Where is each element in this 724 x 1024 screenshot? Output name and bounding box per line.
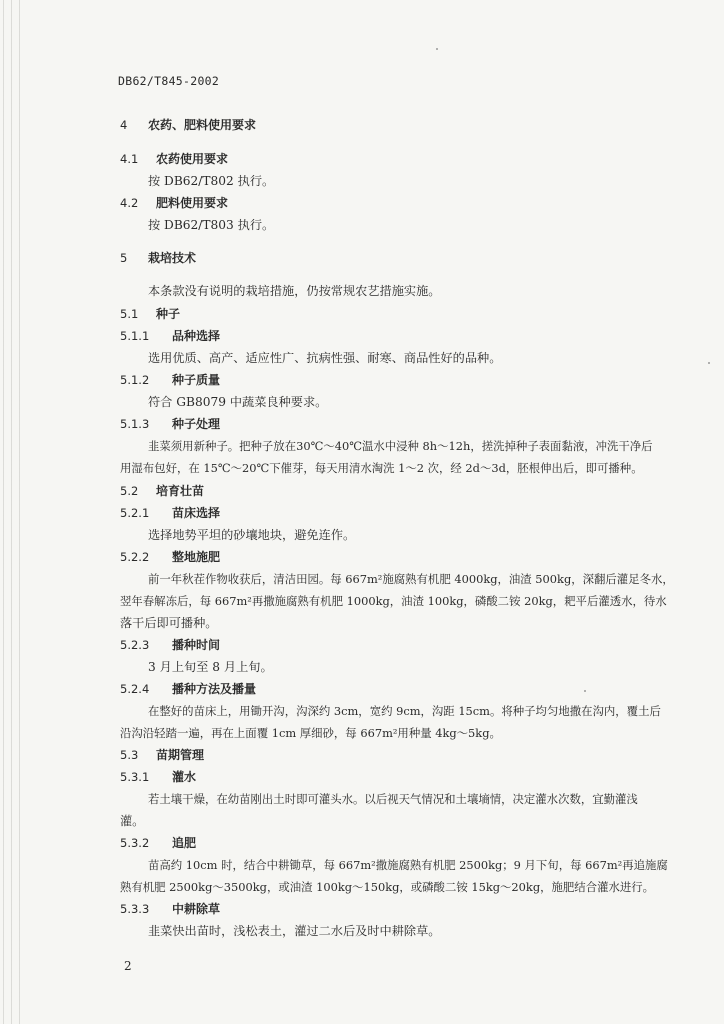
section-5-3-1-heading	[120, 769, 196, 785]
scan-speck	[436, 48, 438, 50]
section-5-3-2-heading	[120, 835, 196, 851]
section-5-2-4-heading	[120, 681, 256, 697]
section-title: 追肥	[172, 836, 197, 850]
section-title: 肥料使用要求	[156, 196, 229, 210]
section-5-3-1-body-line-2: 灌。	[120, 814, 145, 828]
section-5-3-2-body-line-2: 熟有机肥 2500kg～3500kg，或油渣 100kg～150kg，或磷酸二铵 15kg～20kg，施肥结合灌水进行。	[120, 880, 655, 894]
section-5-1-2-body: 符合 GB8079 中蔬菜良种要求。	[148, 395, 328, 409]
section-title: 栽培技术	[148, 251, 197, 265]
section-5-3-3-body: 韭菜快出苗时，浅松表土，灌过二水后及时中耕除草。	[148, 924, 441, 938]
section-5-1-1-body: 选用优质、高产、适应性广、抗病性强、耐寒、商品性好的品种。	[148, 351, 502, 365]
section-title: 灌水	[172, 770, 197, 784]
section-5-heading	[120, 250, 196, 266]
section-5-1-2-heading	[120, 372, 220, 388]
section-4-1-heading	[120, 151, 228, 167]
scan-speck	[584, 690, 586, 692]
section-title: 培育壮苗	[156, 484, 205, 498]
section-5-3-1-body-line-1: 若土壤干燥，在幼苗刚出土时即可灌头水。以后视天气情况和土壤墒情，决定灌水次数，宜勤灌浅	[148, 792, 638, 806]
section-5-3-3-heading	[120, 901, 220, 917]
section-5-2-3-heading	[120, 637, 220, 653]
section-4-2-heading	[120, 195, 228, 211]
section-4-2-body: 按 DB62/T803 执行。	[148, 218, 275, 232]
section-5-2-2-body-line-3: 落干后即可播种。	[120, 616, 218, 630]
section-5-2-heading	[120, 483, 204, 499]
section-5-1-1-heading	[120, 328, 220, 344]
section-title: 播种方法及播量	[172, 682, 257, 696]
section-number: 5.2.2	[120, 550, 150, 564]
section-number: 5.2	[120, 484, 139, 498]
section-number: 5.3.2	[120, 836, 150, 850]
standard-code-header: DB62/T845-2002	[118, 74, 220, 88]
section-title: 种子处理	[172, 417, 221, 431]
section-5-1-3-body-line-2: 用湿布包好，在 15℃～20℃下催芽，每天用清水淘洗 1～2 次，经 2d～3d，胚根伸出后，即可播种。	[120, 461, 643, 475]
section-5-1-3-body-line-1: 韭菜须用新种子。把种子放在30℃～40℃温水中浸种 8h～12h，搓洗掉种子表面黏液，冲洗干净后	[148, 439, 653, 453]
section-5-2-1-body: 选择地势平坦的砂壤地块，避免连作。	[148, 528, 356, 542]
section-title: 整地施肥	[172, 550, 221, 564]
section-5-1-heading	[120, 306, 180, 322]
section-title: 种子质量	[172, 373, 221, 387]
section-title: 苗期管理	[156, 748, 205, 762]
section-5-2-3-body: 3 月上旬至 8 月上旬。	[148, 660, 273, 674]
section-number: 4.1	[120, 152, 139, 166]
section-5-2-2-body-line-2: 翌年春解冻后，每 667m²再撒施腐熟有机肥 1000kg，油渣 100kg，磷酸二铵 20kg，耙平后灌透水，待水	[120, 594, 667, 608]
section-title: 中耕除草	[172, 902, 221, 916]
section-title: 农药使用要求	[156, 152, 229, 166]
section-number: 5	[120, 251, 128, 265]
section-title: 种子	[156, 307, 181, 321]
section-5-3-2-body-line-1: 苗高约 10cm 时，结合中耕锄草，每 667m²撒施腐熟有机肥 2500kg；9 月下旬，每 667m²再追施腐	[148, 858, 668, 872]
section-title: 播种时间	[172, 638, 221, 652]
section-number: 5.2.3	[120, 638, 150, 652]
section-number: 4	[120, 118, 128, 132]
section-4-1-body: 按 DB62/T802 执行。	[148, 174, 275, 188]
section-5-2-2-body-line-1: 前一年秋茬作物收获后，清洁田园。每 667m²施腐熟有机肥 4000kg，油渣 500kg，深翻后灌足冬水，	[148, 572, 674, 586]
scan-speck	[708, 362, 710, 364]
section-title: 农药、肥料使用要求	[148, 118, 257, 132]
section-number: 5.3.3	[120, 902, 150, 916]
section-5-2-4-body-line-2: 沿沟沿轻踏一遍，再在上面覆 1cm 厚细砂，每 667m²用种量 4kg～5kg。	[120, 726, 501, 740]
section-number: 5.2.4	[120, 682, 150, 696]
section-4-heading	[120, 117, 256, 133]
section-number: 5.1.1	[120, 329, 150, 343]
section-5-2-4-body-line-1: 在整好的苗床上，用锄开沟，沟深约 3cm，宽约 9cm，沟距 15cm。将种子均匀地撒在沟内，覆土后	[148, 704, 661, 718]
section-5-1-3-heading	[120, 416, 220, 432]
section-number: 5.3	[120, 748, 139, 762]
section-5-3-heading	[120, 747, 204, 763]
section-5-intro: 本条款没有说明的栽培措施，仍按常规农艺措施实施。	[148, 284, 441, 298]
section-title: 苗床选择	[172, 506, 221, 520]
section-number: 5.2.1	[120, 506, 150, 520]
section-number: 4.2	[120, 196, 139, 210]
page-number: 2	[124, 959, 132, 973]
section-number: 5.1	[120, 307, 139, 321]
section-5-2-1-heading	[120, 505, 220, 521]
section-number: 5.1.2	[120, 373, 150, 387]
section-title: 品种选择	[172, 329, 221, 343]
section-5-2-2-heading	[120, 549, 220, 565]
section-number: 5.1.3	[120, 417, 150, 431]
section-number: 5.3.1	[120, 770, 150, 784]
binding-edge	[0, 0, 26, 1024]
